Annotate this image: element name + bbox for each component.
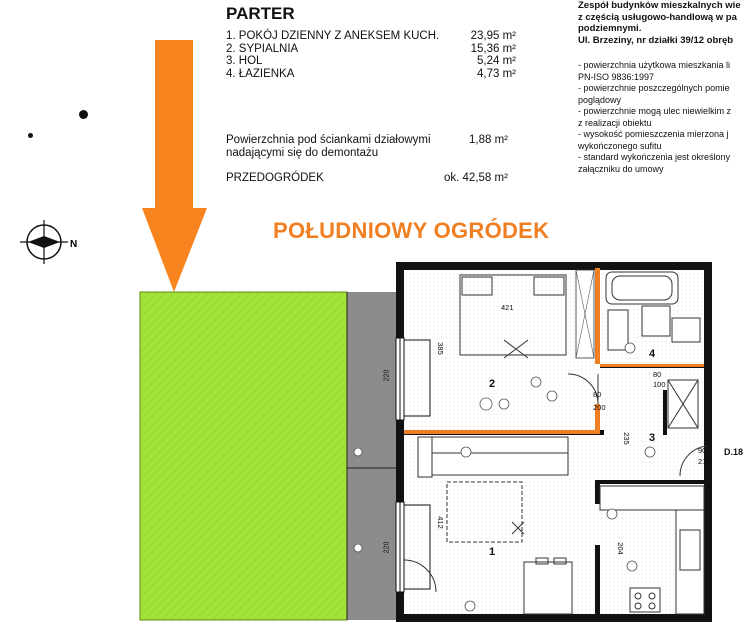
room-area: 4,73 m² <box>477 67 516 80</box>
info-line: Ul. Brzeziny, nr działki 39/12 obręb <box>578 34 734 46</box>
note-line: - powierzchnie poszczególnych pomie <box>578 83 730 93</box>
plan-title: PARTER <box>226 4 295 23</box>
window-label: 220 <box>383 369 391 382</box>
window-label: 220 <box>383 541 391 554</box>
room-number: 1 <box>489 546 496 558</box>
front-garden-label: PRZEDOGRÓDEK <box>226 172 324 184</box>
terrace <box>347 292 397 620</box>
room-area: 23,95 m² <box>470 30 516 42</box>
room-number: 4 <box>649 348 656 360</box>
room-area: 5,24 m² <box>477 55 516 67</box>
note-line: - standard wykończenia jest określony <box>578 152 731 162</box>
dimension-label: 80 <box>653 370 662 379</box>
room-label: 4. ŁAZIENKA <box>226 67 295 80</box>
note-line: - wysokość pomieszczenia mierzona j <box>578 129 729 139</box>
note-line: z realizacji obiektu <box>578 117 652 128</box>
dimension-label: 412 <box>435 516 445 529</box>
compass-label: N <box>70 239 78 250</box>
dimension-label: 100 <box>653 380 666 389</box>
info-line: z częścią usługowo-handlową w pa <box>578 11 737 23</box>
dimension-label: 204 <box>615 542 625 555</box>
room-number: 3 <box>649 432 656 444</box>
note-line: PN-ISO 9836:1997 <box>578 71 655 82</box>
direction-arrow <box>142 40 207 292</box>
dimension-label: 235 <box>621 432 631 445</box>
front-garden-value: ok. 42,58 m² <box>444 172 508 184</box>
room-area: 15,36 m² <box>470 42 516 55</box>
room-label: 3. HOL <box>226 55 263 67</box>
dimension-label: 210 <box>698 457 711 466</box>
note-line: wykończonego sufitu <box>578 140 662 151</box>
partition-line1: Powierzchnia pod ściankami działowymi <box>226 134 431 146</box>
room-label: 1. POKÓJ DZIENNY Z ANEKSEM KUCH. <box>226 30 440 42</box>
info-line: Zespół budynków mieszkalnych wie <box>578 0 741 11</box>
room-number: 2 <box>489 378 496 390</box>
dimension-label: 90 <box>698 446 707 455</box>
door-label: D.18 <box>724 447 744 457</box>
dimension-label: 200 <box>593 403 606 412</box>
garden-area <box>140 292 347 620</box>
compass-icon <box>20 220 77 264</box>
room-label: 2. SYPIALNIA <box>226 42 299 55</box>
note-line: poglądowy <box>578 94 622 105</box>
sofa <box>418 437 568 477</box>
south-garden-heading: POŁUDNIOWY OGRÓDEK <box>273 218 550 243</box>
dimension-label: 385 <box>435 342 445 355</box>
partition-line2: nadającymi się do demontażu <box>226 147 379 159</box>
note-line: - powierzchnia użytkowa mieszkania li <box>578 60 731 70</box>
info-line: podziemnymi. <box>578 23 642 34</box>
note-line: - powierzchnie mogą ulec niewielkim z <box>578 106 732 116</box>
dimension-label: 421 <box>501 303 514 312</box>
dimension-label: 80 <box>593 390 602 399</box>
note-line: załączniku do umowy <box>578 163 664 174</box>
partition-value: 1,88 m² <box>469 134 508 146</box>
